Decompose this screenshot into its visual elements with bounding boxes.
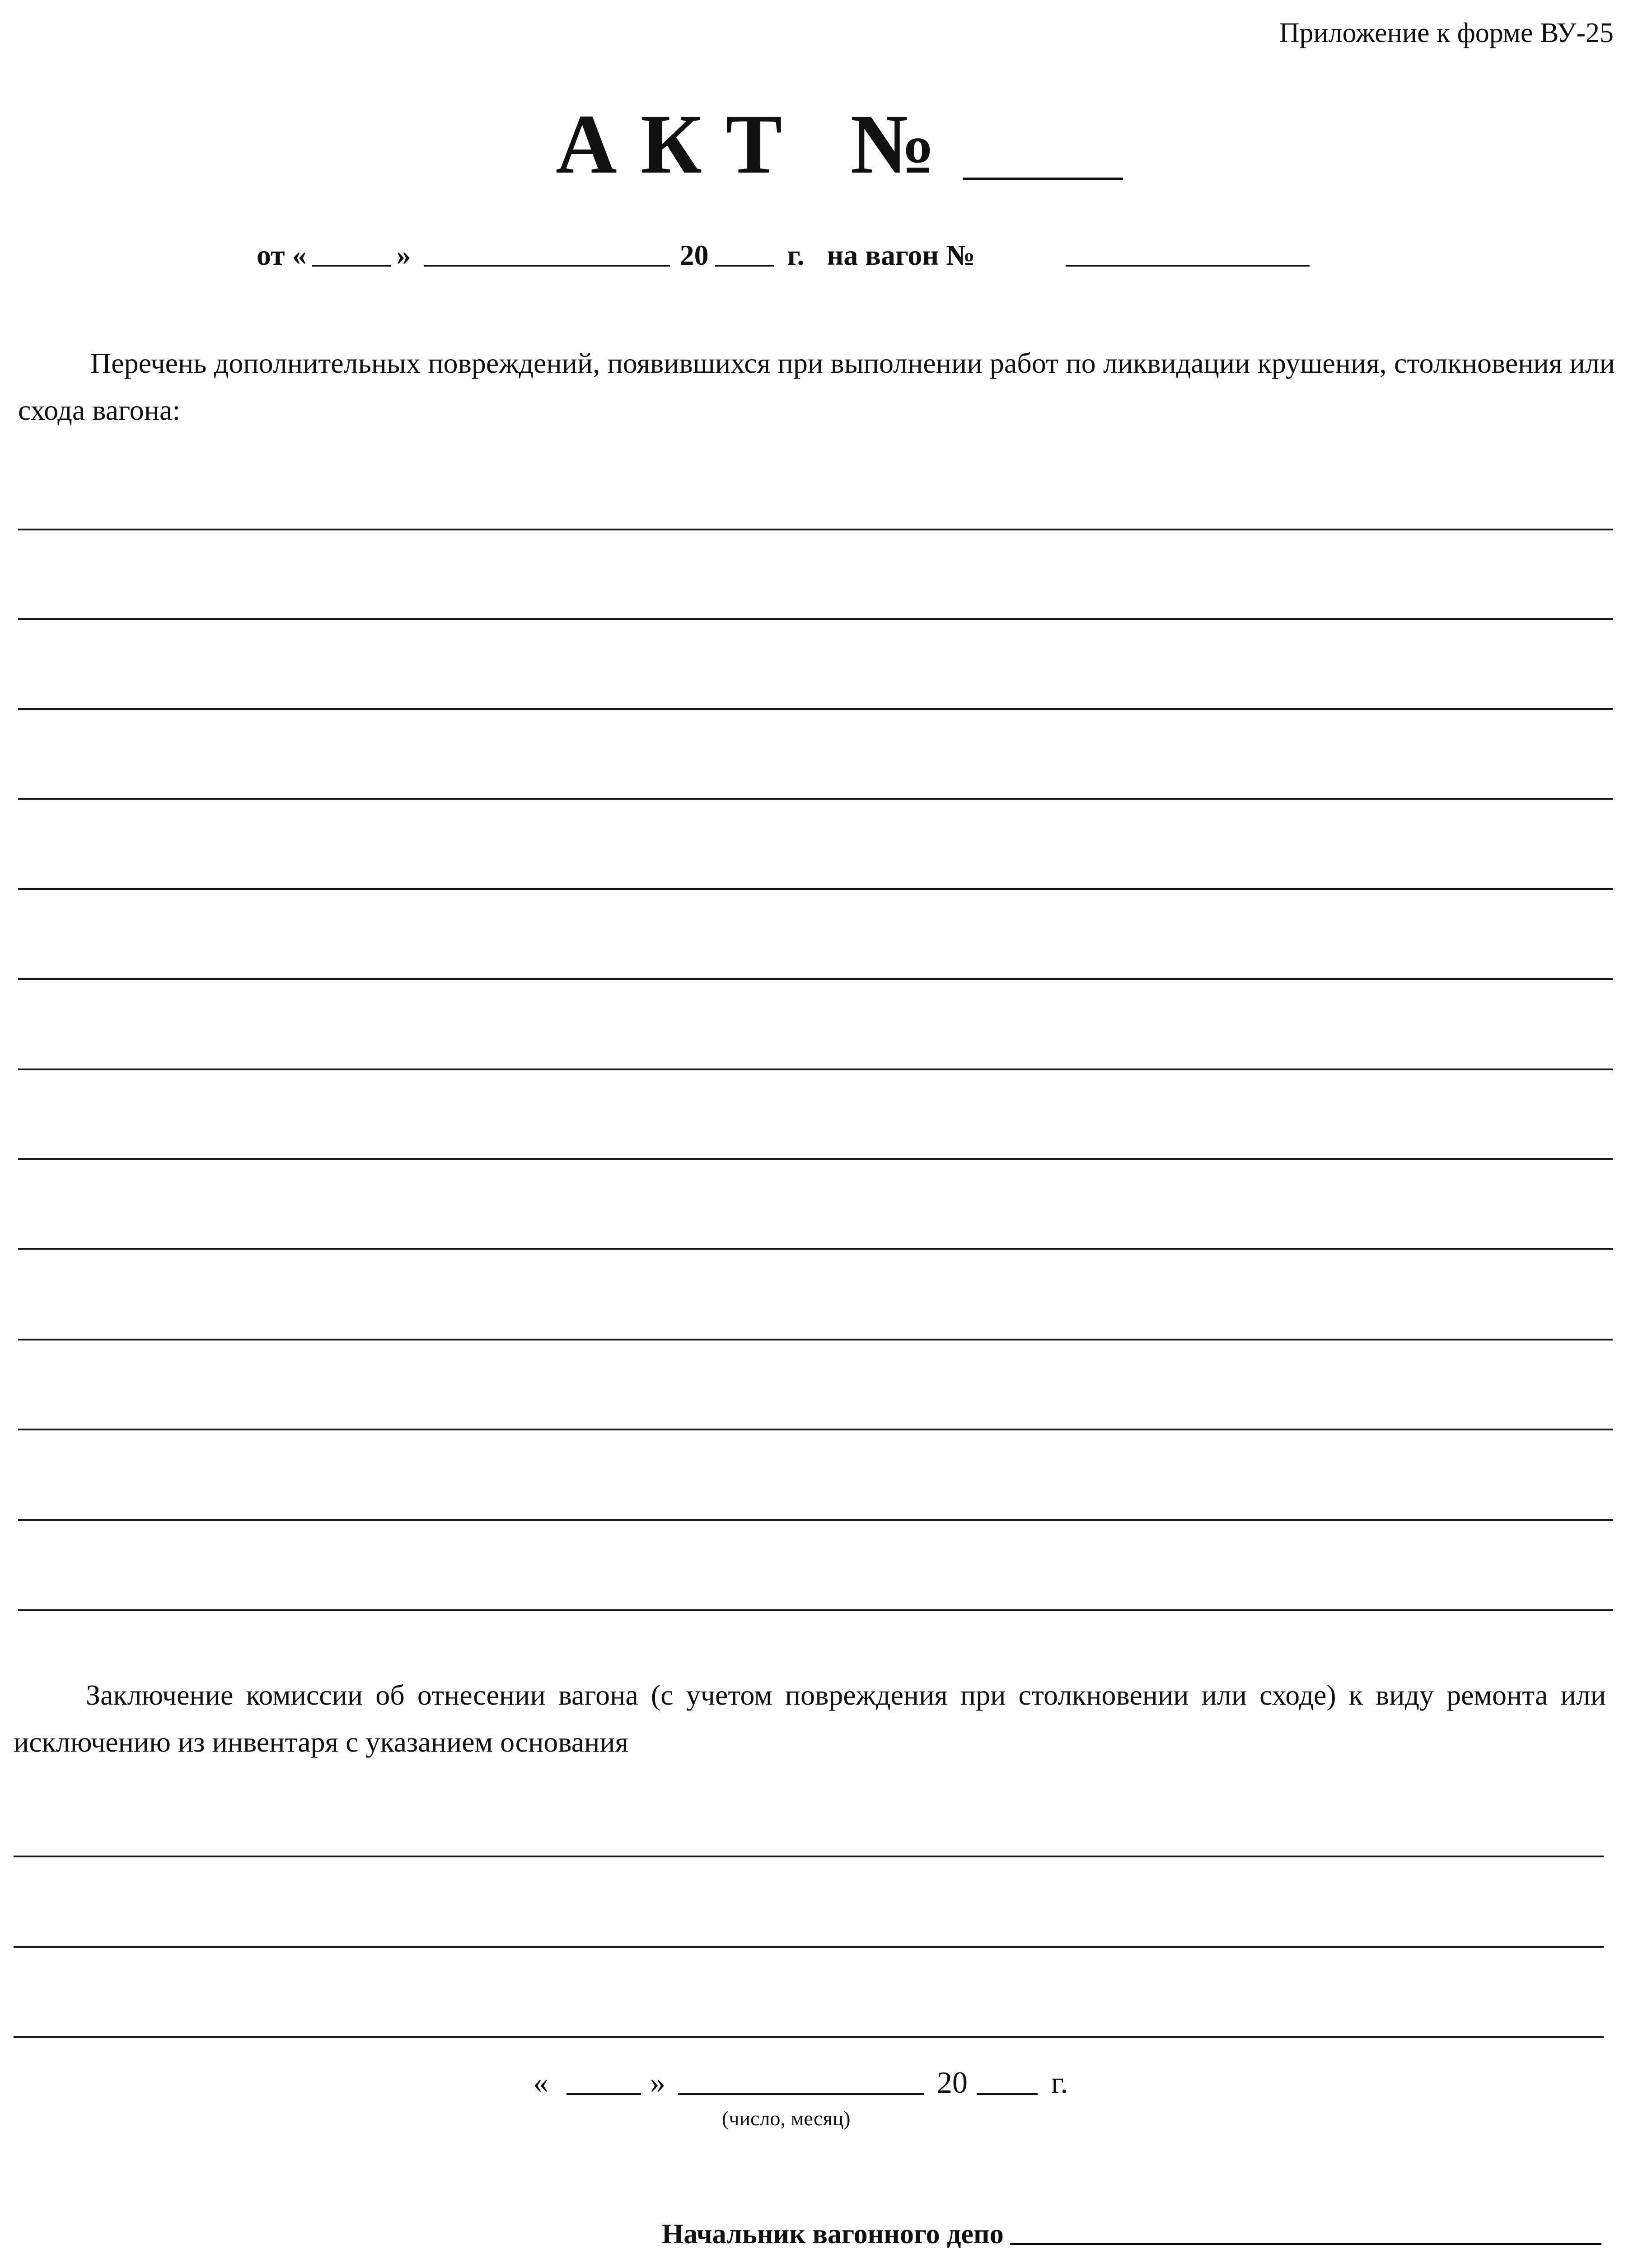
signing-day-blank[interactable]: [566, 2093, 641, 2095]
date-from-label: от «: [257, 239, 307, 271]
signing-year-prefix: 20: [937, 2065, 968, 2100]
signing-date-open-quote: «: [533, 2065, 548, 2100]
day-blank[interactable]: [312, 265, 391, 267]
damages-line-10[interactable]: [18, 1339, 1613, 1340]
damages-line-8[interactable]: [18, 1158, 1613, 1160]
month-blank[interactable]: [424, 265, 670, 267]
damages-line-4[interactable]: [18, 798, 1613, 800]
damages-line-11[interactable]: [18, 1429, 1613, 1430]
commission-conclusion-heading: Заключение комиссии об отнесении вагона (с учетом повреждения при столкновении или сходе) к виду ремонта или исключению из инвентаря с указанием основания: [14, 1679, 1606, 1758]
document-title: [556, 97, 1123, 191]
conclusion-line-2[interactable]: [14, 1946, 1604, 1948]
form-appendix-note: Приложение к форме ВУ-25: [1279, 18, 1614, 48]
conclusion-line-3[interactable]: [14, 2036, 1604, 2038]
date-caption: (число, месяц): [722, 2107, 851, 2130]
damages-line-5[interactable]: [18, 888, 1613, 890]
signing-date-close-quote: »: [650, 2065, 665, 2100]
act-date-row: [257, 239, 1310, 272]
title-text: АКТ №: [556, 97, 959, 191]
depot-chief-label: Начальник вагонного депо: [662, 2219, 1004, 2250]
act-number-blank[interactable]: [963, 178, 1123, 180]
depot-chief-signature-line[interactable]: [1010, 2243, 1601, 2245]
signature-depot-chief: [662, 2218, 1601, 2250]
damages-line-3[interactable]: [18, 708, 1613, 710]
signing-date-row: [533, 2065, 1068, 2100]
damages-line-1[interactable]: [18, 529, 1613, 530]
damages-line-12[interactable]: [18, 1519, 1613, 1521]
year-prefix: 20: [679, 239, 709, 271]
year-blank[interactable]: [715, 265, 774, 267]
damages-line-2[interactable]: [18, 618, 1613, 620]
damages-line-7[interactable]: [18, 1069, 1613, 1070]
year-suffix: г.: [787, 239, 805, 271]
signing-year-suffix: г.: [1051, 2065, 1068, 2100]
damages-list-heading: Перечень дополнительных повреждений, появившихся при выполнении работ по ликвидации крушения, столкновения или схода вагона:: [18, 347, 1615, 426]
damages-line-9[interactable]: [18, 1248, 1613, 1250]
signing-month-blank[interactable]: [678, 2093, 924, 2095]
signing-year-blank[interactable]: [977, 2093, 1038, 2095]
damages-line-13[interactable]: [18, 1609, 1613, 1611]
date-quote-close: »: [396, 239, 411, 271]
damages-line-6[interactable]: [18, 978, 1613, 980]
wagon-number-blank[interactable]: [1066, 265, 1310, 267]
conclusion-line-1[interactable]: [14, 1856, 1604, 1857]
wagon-number-label: на вагон №: [827, 239, 975, 271]
